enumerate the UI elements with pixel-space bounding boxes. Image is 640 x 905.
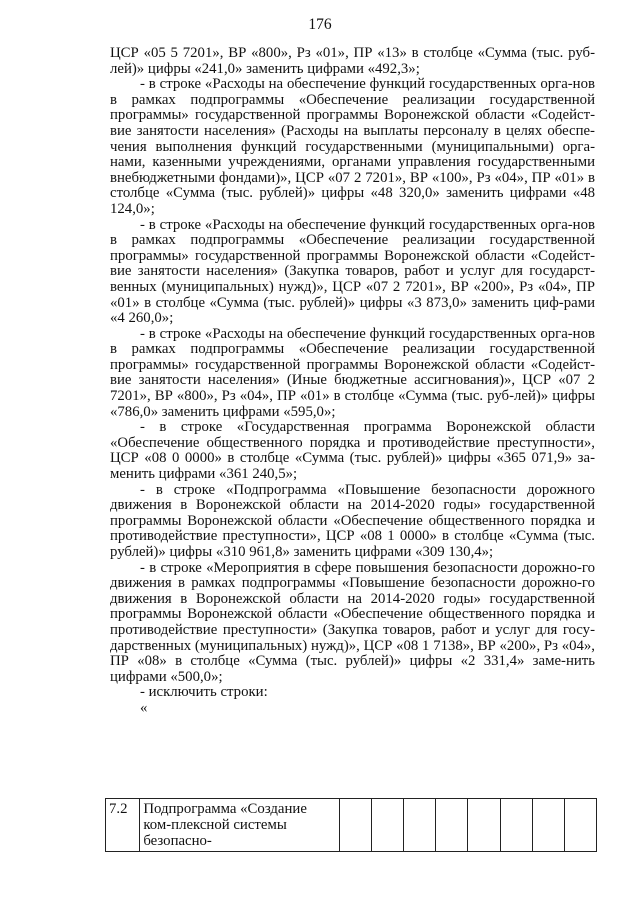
empty-cell — [468, 799, 500, 852]
paragraph-amendment: - в строке «Расходы на обеспечение функций государственных орга-нов в рамках подпрограммы «Обеспечение реализации государственной программы» государственной программы Воронежской области «Содейст-вие занятости населения» (Расходы на выплаты персоналу в целях обеспе-чения выполнения функций государственными (муниципальными) орга-нами, казенными учреждениями, органами управления государственными внебюджетными фондами)», ЦСР «07 2 7201», ВР «100», Рз «04», ПР «01» в столбце «Сумма (тыс. рублей)» цифры «48 320,0» заменить цифрами «48 124,0»; — [110, 76, 595, 217]
empty-cell — [564, 799, 596, 852]
paragraph-amendment: - в строке «Расходы на обеспечение функций государственных орга-нов в рамках подпрограммы «Обеспечение реализации государственной программы» государственной программы Воронежской области «Содейст-вие занятости населения» (Закупка товаров, работ и услуг для государст-венных (муниципальных) нужд)», ЦСР «07 2 7201», ВР «200», Рз «04», ПР «01» в столбце «Сумма (тыс. рублей)» цифры «3 873,0» заменить циф-рами «4 260,0»; — [110, 216, 595, 327]
empty-cell — [339, 799, 371, 852]
paragraph-amendment: - в строке «Мероприятия в сфере повышения безопасности дорожно-го движения в рамках подпрограммы «Повышение безопасности дорожно-го движения в Воронежской области на 2014-2020 годы» государственной программы Воронежской области «Обеспечение общественного порядка и противодействие преступности» (Закупка товаров, работ и услуг для госу-дарственных (муниципальных) нужд)», ЦСР «08 1 7138», ВР «200», Рз «04», ПР «08» в столбце «Сумма (тыс. рублей)» цифры «2 331,4» замe-нить цифрами «500,0»; — [110, 559, 595, 685]
amendment-text — [110, 46, 595, 716]
paragraph-amendment: - в строке «Государственная программа Воронежской области «Обеспечение общественного порядка и противодействие преступности», ЦСР «08 0 0000» в столбце «Сумма (тыс. рублей)» цифры «365 071,9» за-менить цифрами «361 240,5»; — [110, 419, 595, 483]
exclude-rows-label: - исключить строки: — [140, 684, 268, 701]
page-number: 176 — [308, 16, 332, 33]
empty-cell — [532, 799, 564, 852]
paragraph-amendment: - в строке «Подпрограмма «Повышение безопасности дорожного движения в Воронежской области на 2014-2020 годы» государственной программы Воронежской области «Обеспечение общественного порядка и противодействие преступности», ЦСР «08 1 0000» в столбце «Сумма (тыс. рублей)» цифры «310 961,8» заменить цифрами «309 130,4»; — [110, 481, 595, 560]
row-number-cell: 7.2 — [106, 799, 140, 852]
empty-cell — [500, 799, 532, 852]
empty-cell — [436, 799, 468, 852]
paragraph-amendment: - в строке «Расходы на обеспечение функций государственных орга-нов в рамках подпрограммы «Обеспечение реализации государственной программы» государственной программы Воронежской области «Содейст-вие занятости населения» (Иные бюджетные ассигнования)», ЦСР «07 2 7201», ВР «800», Рз «04», ПР «01» в столбце «Сумма (тыс. руб-лей)» цифры «786,0» заменить цифрами «595,0»; — [110, 325, 595, 420]
opening-quote: « — [140, 699, 148, 716]
paragraph-continuation: ЦСР «05 5 7201», ВР «800», Рз «01», ПР «13» в столбце «Сумма (тыс. руб-лей)» цифры «241,0» заменить цифрами «492,3»; — [110, 45, 595, 77]
excluded-rows-table — [105, 798, 597, 852]
empty-cell — [372, 799, 404, 852]
table-row — [106, 799, 597, 852]
row-name-cell: Подпрограмма «Создание ком-плексной системы безопасно- — [140, 799, 340, 852]
empty-cell — [404, 799, 436, 852]
